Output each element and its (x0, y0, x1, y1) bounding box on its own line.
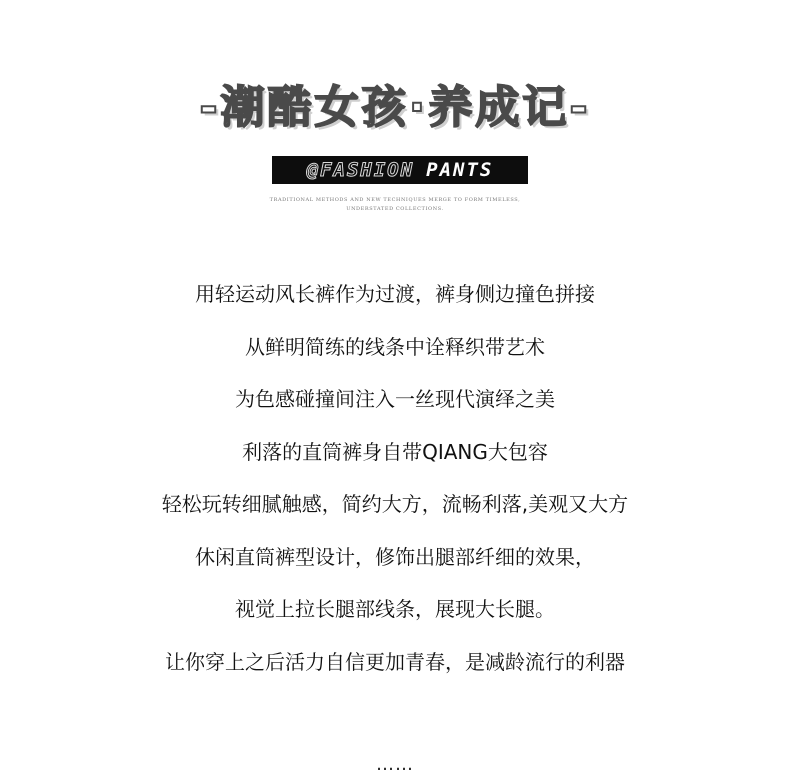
ellipsis: …… (376, 754, 414, 775)
description-line: 用轻运动风长裤作为过渡，裤身侧边撞色拼接 (195, 282, 595, 306)
tagline (0, 196, 790, 214)
tagline-line-2: UNDERSTATED COLLECTIONS. (346, 206, 444, 212)
description-line: 从鲜明简练的线条中诠释织带艺术 (245, 334, 545, 359)
fashion-pants-badge (272, 156, 528, 184)
description-line: 让你穿上之后活力自信更加青春，是减龄流行的利器 (165, 649, 625, 674)
description-line: 轻松玩转细腻触感，简约大方，流畅利落,美观又大方 (161, 492, 629, 516)
tagline-line-1: TRADITIONAL METHODS AND NEW TECHNIQUES MERGE TO FORM TIMELESS, (269, 197, 521, 203)
description-line: 休闲直筒裤型设计，修饰出腿部纤细的效果， (195, 544, 595, 569)
description-lines (0, 279, 790, 699)
description-line: 利落的直筒裤身自带QIANG大包容 (242, 439, 548, 464)
description-line: 视觉上拉长腿部线条，展现大长腿。 (235, 597, 555, 621)
description-line: 为色感碰撞间注入一丝现代演绎之美 (235, 387, 555, 411)
badge-right-text: PANTS (426, 159, 494, 181)
page-title: -潮酷女孩·养成记- (199, 82, 591, 133)
badge-left-text: @FASHION (306, 159, 415, 181)
